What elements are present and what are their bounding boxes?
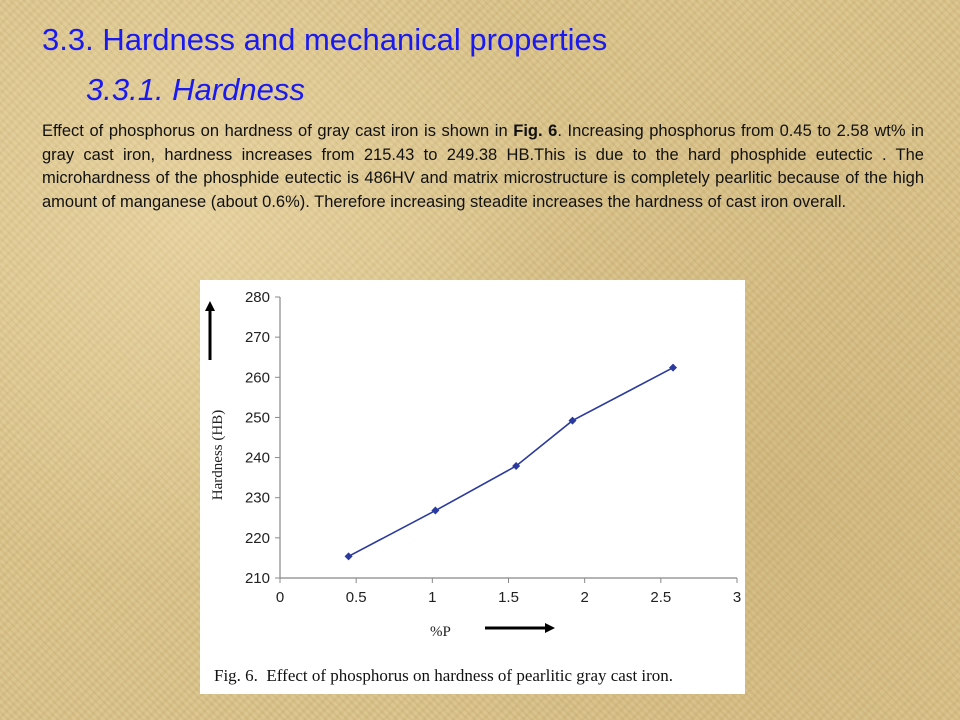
y-tick-label: 220	[244, 529, 270, 547]
figure-panel	[200, 280, 745, 694]
paragraph-text-end: . Increasing phosphorus from 0.45 to 2.58 wt% in gray cast iron, hardness increases from 215.43 to 249.38 HB.This is due to the hard phosphide eutectic . The microhardness of the phosphide eutectic is 486HV and matrix microstructure is completely pearlitic because of the high amount of manganese (about 0.6%). Therefore increasing steadite increases the hardness of cast iron overall.	[42, 122, 924, 211]
series-line	[349, 368, 673, 557]
y-tick-label: 250	[244, 409, 270, 427]
y-axis-label: Hardness (HB)	[210, 409, 226, 501]
x-axis-label: %P	[430, 624, 451, 640]
y-tick-label: 280	[244, 289, 270, 306]
figure-caption: Fig. 6. Effect of phosphorus on hardness of pearlitic gray cast iron.	[214, 666, 674, 685]
x-tick-label: 0.5	[345, 589, 367, 606]
data-point	[669, 364, 677, 372]
y-tick-label: 260	[244, 369, 270, 387]
x-tick-label: 2.5	[650, 589, 672, 606]
hardness-chart	[200, 280, 745, 694]
slide-subtitle: 3.3.1. Hardness	[86, 72, 305, 107]
slide-title: 3.3. Hardness and mechanical properties	[42, 22, 608, 57]
y-tick-label: 240	[244, 449, 270, 467]
data-point	[345, 552, 353, 560]
x-tick-label: 1.5	[498, 589, 519, 606]
x-tick-label: 3	[732, 589, 742, 606]
y-tick-label: 210	[244, 570, 270, 587]
body-paragraph	[42, 120, 924, 214]
figure-reference: Fig. 6	[513, 122, 558, 140]
x-tick-label: 1	[428, 589, 437, 606]
x-tick-label: 0	[275, 589, 285, 606]
paragraph-text-start: Effect of phosphorus on hardness of gray cast iron is shown in	[42, 122, 514, 140]
data-point	[431, 507, 439, 515]
y-tick-label: 270	[244, 329, 270, 347]
y-tick-label: 230	[244, 489, 270, 507]
x-tick-label: 2	[580, 589, 589, 606]
